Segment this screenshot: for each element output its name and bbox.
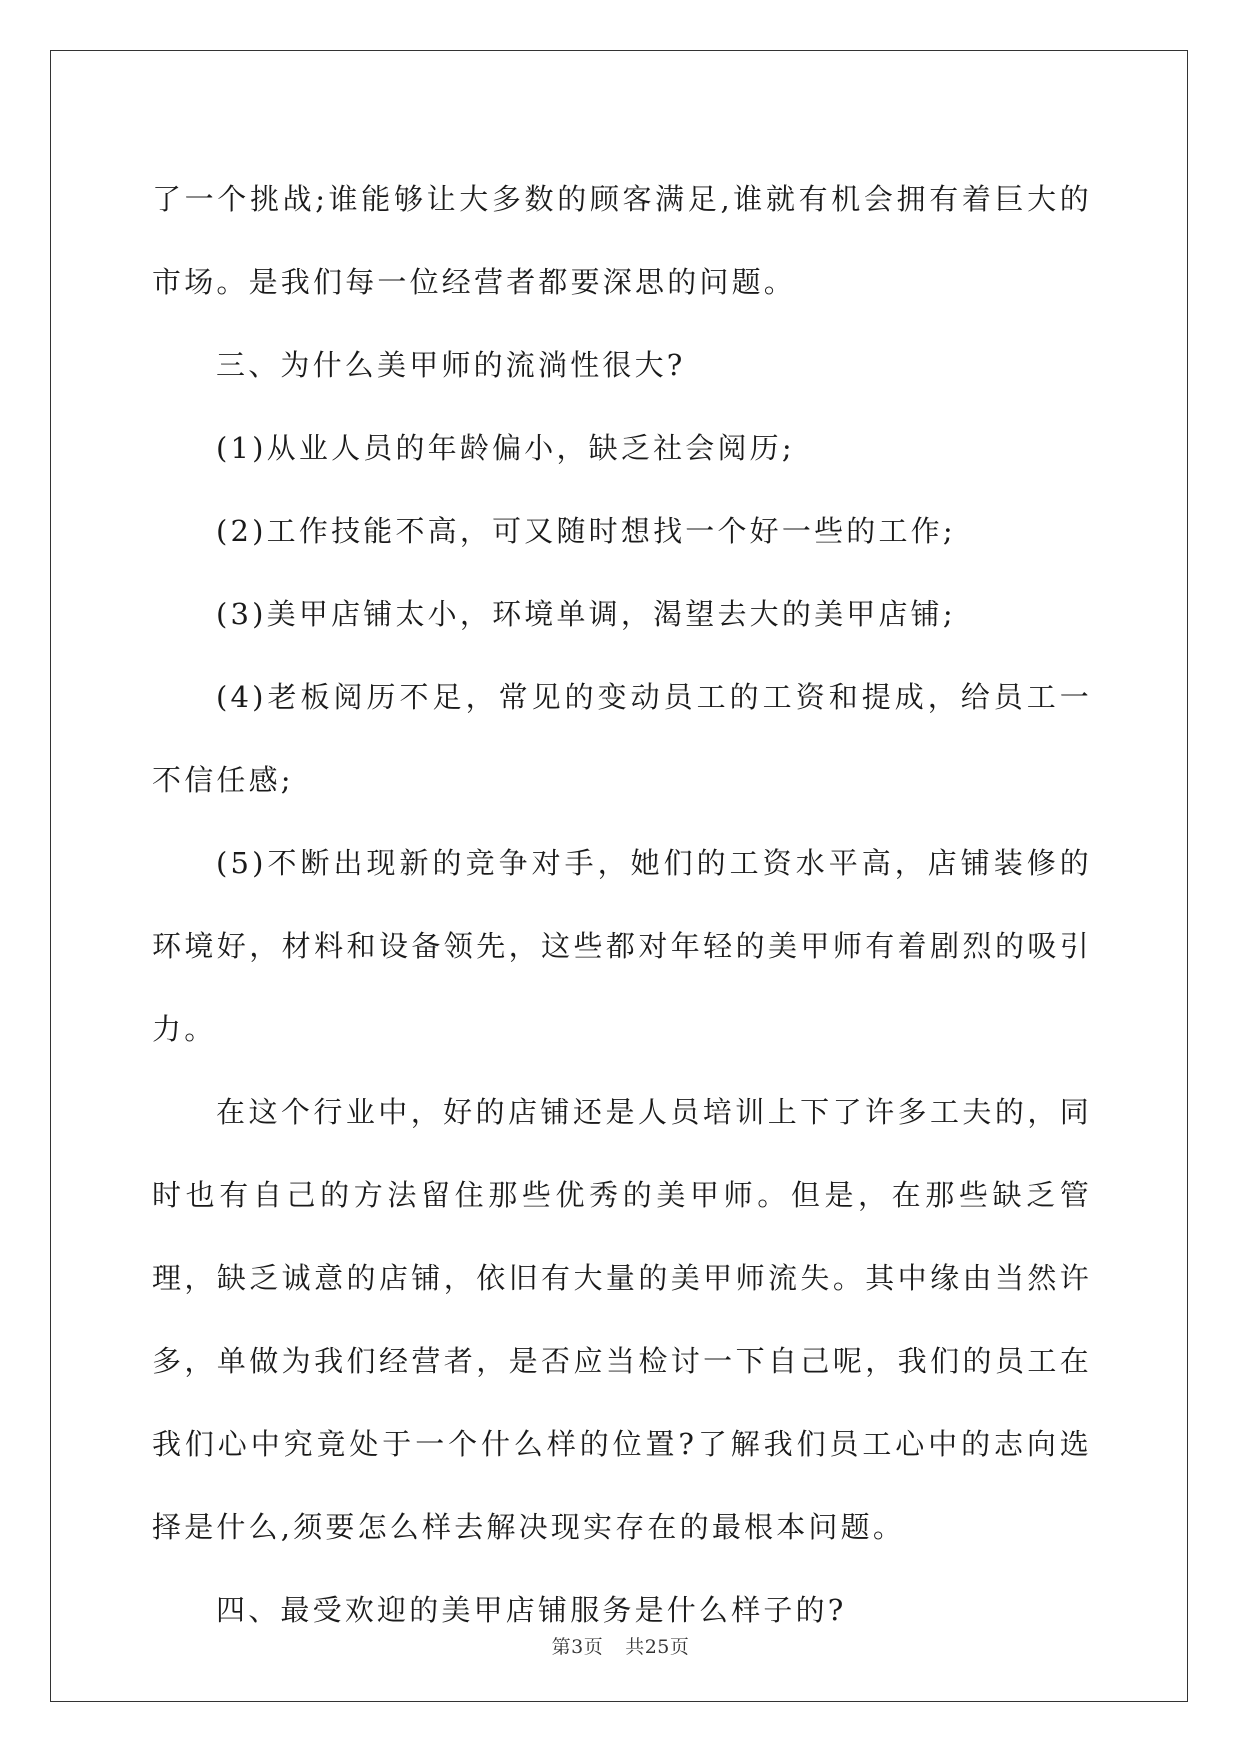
document-body: [152, 158, 1092, 1652]
list-item-3: (3)美甲店铺太小，环境单调，渴望去大的美甲店铺;: [216, 597, 956, 631]
list-item-1: (1)从业人员的年龄偏小，缺乏社会阅历;: [216, 431, 795, 465]
page-total: 共25页: [625, 1636, 690, 1658]
page-number: 第3页: [551, 1636, 604, 1658]
paragraph-2: 在这个行业中，好的店铺还是人员培训上下了许多工夫的，同时也有自己的方法留住那些优秀的美甲师。但是，在那些缺乏管理，缺乏诚意的店铺，依旧有大量的美甲师流失。其中缘由当然许多，单做为我们经营者，是否应当检讨一下自己呢，我们的员工在我们心中究竟处于一个什么样的位置?了解我们员工心中的志向选择是什么,须要怎么样去解决现实存在的最根本问题。: [152, 1095, 1092, 1544]
list-item-5: (5)不断出现新的竞争对手，她们的工资水平高，店铺装修的环境好，材料和设备领先，这些都对年轻的美甲师有着剧烈的吸引力。: [152, 846, 1092, 1046]
page-footer: [0, 1632, 1241, 1659]
list-item-4: (4)老板阅历不足，常见的变动员工的工资和提成，给员工一不信任感;: [152, 680, 1092, 797]
paragraph-1: 了一个挑战;谁能够让大多数的顾客满足,谁就有机会拥有着巨大的市场。是我们每一位经营者都要深思的问题。: [152, 182, 1092, 299]
list-item-2: (2)工作技能不高，可又随时想找一个好一些的工作;: [216, 514, 956, 548]
section-heading-3: 三、为什么美甲师的流淌性很大?: [216, 348, 686, 382]
section-heading-4: 四、最受欢迎的美甲店铺服务是什么样子的?: [216, 1593, 847, 1627]
